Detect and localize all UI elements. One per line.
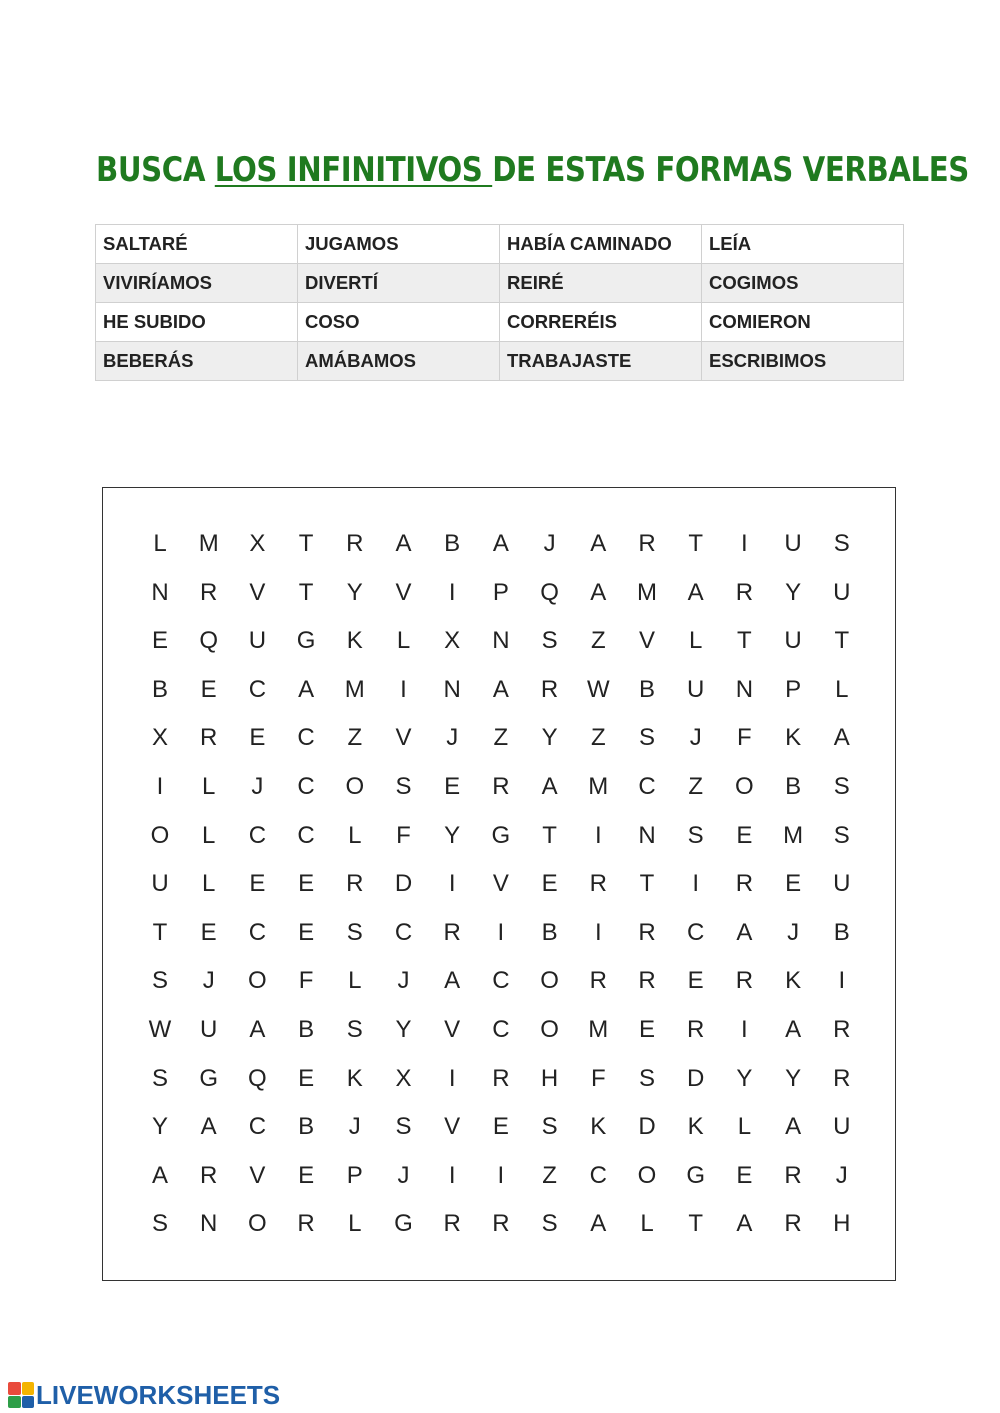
grid-letter[interactable]: Y bbox=[736, 1064, 753, 1092]
grid-letter[interactable]: Q bbox=[199, 627, 219, 655]
grid-letter[interactable]: C bbox=[248, 1113, 267, 1141]
grid-letter[interactable]: S bbox=[346, 918, 363, 946]
grid-letter[interactable]: R bbox=[784, 1210, 802, 1238]
grid-letter[interactable]: L bbox=[202, 773, 216, 800]
logo-square bbox=[8, 1396, 21, 1409]
title-part-2-underlined: LOS INFINITIVOS bbox=[214, 150, 493, 190]
grid-letter[interactable]: Z bbox=[590, 627, 606, 655]
grid-letter[interactable]: F bbox=[737, 724, 752, 752]
grid-letter[interactable]: O bbox=[735, 773, 754, 800]
verb-cell: TRABAJASTE bbox=[500, 342, 702, 381]
grid-letter[interactable]: Y bbox=[151, 1113, 168, 1141]
grid-letter[interactable]: C bbox=[248, 675, 267, 703]
grid-letter[interactable]: P bbox=[785, 675, 802, 703]
grid-letter[interactable]: R bbox=[200, 578, 218, 606]
grid-letter[interactable]: S bbox=[541, 1113, 558, 1141]
grid-letter[interactable]: J bbox=[689, 724, 702, 752]
grid-letter[interactable]: Z bbox=[590, 724, 606, 752]
grid-letter[interactable]: A bbox=[200, 1113, 217, 1141]
grid-letter[interactable]: R bbox=[638, 530, 656, 557]
verb-cell: COSO bbox=[298, 303, 500, 342]
grid-letter[interactable]: J bbox=[787, 918, 800, 946]
grid-letter[interactable]: A bbox=[395, 530, 412, 557]
grid-letter[interactable]: C bbox=[297, 821, 315, 849]
grid-letter[interactable]: B bbox=[638, 675, 655, 703]
grid-letter[interactable]: T bbox=[639, 870, 655, 898]
grid-letter[interactable]: X bbox=[249, 530, 266, 557]
grid-letter[interactable]: Y bbox=[541, 724, 558, 752]
liveworksheets-logo-icon bbox=[8, 1382, 34, 1408]
grid-letter[interactable]: M bbox=[344, 675, 365, 703]
footer-brand bbox=[8, 1378, 280, 1412]
grid-letter[interactable]: U bbox=[833, 578, 851, 606]
grid-letter[interactable]: T bbox=[834, 627, 850, 655]
verb-cell: REIRÉ bbox=[500, 264, 702, 303]
grid-letter[interactable]: W bbox=[148, 1016, 172, 1043]
verb-cell: HABÍA CAMINADO bbox=[500, 225, 702, 264]
grid-letter[interactable]: U bbox=[784, 530, 802, 557]
grid-letter[interactable]: G bbox=[491, 821, 511, 849]
verb-cell: HE SUBIDO bbox=[96, 303, 298, 342]
grid-letter[interactable]: E bbox=[200, 675, 217, 703]
grid-letter[interactable]: R bbox=[589, 870, 607, 898]
grid-letter[interactable]: J bbox=[446, 724, 459, 752]
verb-cell: ESCRIBIMOS bbox=[702, 342, 904, 381]
grid-letter[interactable]: H bbox=[833, 1210, 851, 1238]
grid-letter[interactable]: X bbox=[151, 724, 168, 752]
grid-letter[interactable]: Q bbox=[248, 1064, 267, 1092]
grid-letter[interactable]: R bbox=[735, 578, 754, 606]
grid-letter[interactable]: O bbox=[248, 1210, 267, 1238]
grid-letter[interactable]: C bbox=[394, 918, 413, 946]
grid-letter[interactable]: I bbox=[741, 530, 748, 557]
grid-letter[interactable]: L bbox=[153, 530, 167, 557]
grid-letter[interactable]: A bbox=[249, 1016, 266, 1043]
grid-letter[interactable]: T bbox=[298, 530, 314, 557]
grid-letter[interactable]: Y bbox=[444, 821, 461, 849]
grid-letter[interactable]: I bbox=[594, 821, 602, 849]
grid-letter[interactable]: E bbox=[492, 1113, 509, 1141]
grid-letter[interactable]: V bbox=[395, 724, 412, 752]
grid-letter[interactable]: B bbox=[444, 530, 461, 557]
verb-cell: SALTARÉ bbox=[96, 225, 298, 264]
grid-letter[interactable]: A bbox=[298, 675, 315, 703]
grid-letter[interactable]: J bbox=[543, 530, 556, 557]
grid-letter[interactable]: J bbox=[251, 773, 264, 800]
grid-letter[interactable]: U bbox=[784, 627, 802, 655]
grid-letter[interactable]: T bbox=[737, 627, 752, 655]
grid-letter[interactable]: U bbox=[833, 870, 851, 898]
grid-letter[interactable]: S bbox=[833, 773, 850, 800]
grid-letter[interactable]: R bbox=[443, 918, 461, 946]
logo-square bbox=[22, 1382, 35, 1395]
grid-letter[interactable]: C bbox=[297, 773, 315, 800]
grid-letter[interactable]: N bbox=[735, 675, 754, 703]
logo-square bbox=[8, 1382, 21, 1395]
grid-letter[interactable]: B bbox=[151, 675, 168, 703]
grid-letter[interactable]: R bbox=[833, 1064, 851, 1092]
grid-letter[interactable]: T bbox=[542, 821, 557, 849]
grid-letter[interactable]: B bbox=[785, 773, 802, 800]
grid-letter[interactable]: S bbox=[395, 1113, 412, 1141]
grid-letter[interactable]: M bbox=[198, 530, 219, 557]
grid-letter[interactable]: A bbox=[785, 1113, 802, 1141]
grid-letter[interactable]: I bbox=[497, 918, 505, 946]
grid-letter[interactable]: C bbox=[687, 918, 705, 946]
table-row bbox=[96, 303, 904, 342]
grid-letter[interactable]: O bbox=[540, 967, 559, 995]
grid-letter[interactable]: I bbox=[448, 870, 456, 898]
grid-letter[interactable]: B bbox=[298, 1016, 315, 1043]
grid-letter[interactable]: R bbox=[492, 1064, 510, 1092]
verb-cell: JUGAMOS bbox=[298, 225, 500, 264]
grid-letter[interactable]: O bbox=[540, 1016, 559, 1043]
grid-letter[interactable]: U bbox=[248, 627, 267, 655]
grid-letter[interactable]: A bbox=[444, 967, 461, 995]
grid-letter[interactable]: L bbox=[396, 627, 411, 655]
grid-letter[interactable]: I bbox=[448, 578, 456, 606]
verb-cell: CORRERÉIS bbox=[500, 303, 702, 342]
grid-letter[interactable]: E bbox=[541, 870, 558, 898]
grid-letter[interactable]: E bbox=[151, 627, 168, 655]
grid-letter[interactable]: R bbox=[200, 1161, 218, 1189]
grid-letter[interactable]: L bbox=[348, 967, 362, 995]
grid-letter[interactable]: S bbox=[151, 1210, 168, 1238]
grid-letter[interactable]: G bbox=[199, 1064, 219, 1092]
grid-letter[interactable]: I bbox=[156, 773, 164, 800]
grid-letter[interactable]: Z bbox=[688, 773, 704, 800]
grid-letter[interactable]: V bbox=[492, 870, 509, 898]
verb-cell: DIVERTÍ bbox=[298, 264, 500, 303]
verb-cell: COGIMOS bbox=[702, 264, 904, 303]
grid-letter[interactable]: R bbox=[735, 967, 754, 995]
grid-letter[interactable]: E bbox=[298, 1161, 315, 1189]
grid-letter[interactable]: J bbox=[397, 967, 410, 995]
grid-letter[interactable]: S bbox=[541, 627, 558, 655]
grid-letter[interactable]: P bbox=[492, 578, 509, 606]
grid-letter[interactable]: E bbox=[298, 918, 315, 946]
grid-letter[interactable]: S bbox=[687, 821, 704, 849]
grid-letter[interactable]: L bbox=[737, 1113, 752, 1141]
grid-letter[interactable]: E bbox=[736, 821, 753, 849]
table-row bbox=[96, 264, 904, 303]
grid-letter[interactable]: V bbox=[444, 1113, 461, 1141]
grid-letter[interactable]: P bbox=[346, 1161, 363, 1189]
grid-letter[interactable]: E bbox=[444, 773, 461, 800]
brand-name: LIVEWORKSHEETS bbox=[36, 1379, 281, 1410]
grid-letter[interactable]: A bbox=[590, 530, 607, 557]
grid-letter[interactable]: R bbox=[638, 918, 656, 946]
grid-letter[interactable]: K bbox=[346, 1064, 363, 1092]
grid-letter[interactable]: I bbox=[838, 967, 846, 995]
grid-letter[interactable]: D bbox=[638, 1113, 656, 1141]
verb-forms-table bbox=[95, 224, 904, 381]
grid-letter[interactable]: O bbox=[150, 821, 170, 849]
grid-letter[interactable]: C bbox=[248, 918, 267, 946]
grid-letter[interactable]: W bbox=[586, 675, 610, 703]
word-search-grid bbox=[102, 487, 896, 1281]
grid-letter[interactable]: L bbox=[202, 870, 216, 898]
grid-letter[interactable]: I bbox=[448, 1161, 456, 1189]
grid-letter[interactable]: L bbox=[202, 821, 216, 849]
grid-letter[interactable]: U bbox=[833, 1113, 851, 1141]
grid-letter[interactable]: B bbox=[298, 1113, 315, 1141]
grid-letter[interactable]: T bbox=[298, 578, 314, 606]
grid-letter[interactable]: Y bbox=[785, 578, 802, 606]
grid-letter[interactable]: B bbox=[541, 918, 558, 946]
grid-letter[interactable]: A bbox=[687, 578, 704, 606]
grid-letter[interactable]: F bbox=[590, 1064, 606, 1092]
grid-letter[interactable]: A bbox=[590, 578, 607, 606]
grid-letter[interactable]: I bbox=[594, 918, 602, 946]
grid-letter[interactable]: A bbox=[736, 1210, 753, 1238]
grid-letter[interactable]: X bbox=[444, 627, 461, 655]
grid-letter[interactable]: J bbox=[202, 967, 215, 995]
grid-letter[interactable]: L bbox=[835, 675, 849, 703]
grid-letter[interactable]: R bbox=[346, 870, 364, 898]
grid-letter[interactable]: E bbox=[249, 870, 266, 898]
logo-square bbox=[22, 1396, 35, 1409]
title-part-3: DE ESTAS FORMAS VERBALES bbox=[492, 150, 969, 190]
grid-letter[interactable]: S bbox=[395, 773, 412, 800]
grid-letter[interactable]: Z bbox=[347, 724, 363, 752]
grid-letter[interactable]: R bbox=[784, 1161, 802, 1189]
grid-letter[interactable]: V bbox=[638, 627, 655, 655]
grid-letter[interactable]: T bbox=[688, 1210, 704, 1238]
grid-letter[interactable]: U bbox=[151, 870, 169, 898]
grid-letter[interactable]: T bbox=[688, 530, 704, 557]
grid-letter[interactable]: A bbox=[541, 773, 558, 800]
grid-letter[interactable]: L bbox=[348, 821, 362, 849]
grid-letter[interactable]: E bbox=[638, 1016, 655, 1043]
table-row bbox=[96, 342, 904, 381]
grid-letter[interactable]: D bbox=[394, 870, 413, 898]
grid-letter[interactable]: A bbox=[833, 724, 850, 752]
grid-letter[interactable]: I bbox=[741, 1016, 748, 1043]
grid-letter[interactable]: I bbox=[692, 870, 700, 898]
grid-letter[interactable]: M bbox=[588, 773, 609, 800]
grid-letter[interactable]: J bbox=[397, 1161, 410, 1189]
grid-letter[interactable]: E bbox=[736, 1161, 753, 1189]
grid-letter[interactable]: E bbox=[687, 967, 704, 995]
grid-letter[interactable]: N bbox=[200, 1210, 218, 1238]
grid-letter[interactable]: I bbox=[448, 1064, 456, 1092]
grid-letter[interactable]: M bbox=[588, 1016, 609, 1043]
page-title bbox=[96, 150, 969, 190]
grid-letter[interactable]: O bbox=[248, 967, 267, 995]
verb-cell: VIVIRÍAMOS bbox=[96, 264, 298, 303]
grid-letter[interactable]: X bbox=[395, 1064, 412, 1092]
grid-letter[interactable]: I bbox=[400, 675, 407, 703]
grid-letter[interactable]: J bbox=[835, 1161, 848, 1189]
grid-letter[interactable]: R bbox=[735, 870, 754, 898]
grid-letter[interactable]: C bbox=[492, 967, 510, 995]
table-row bbox=[96, 225, 904, 264]
grid-letter[interactable]: C bbox=[589, 1161, 607, 1189]
grid-letter[interactable]: R bbox=[638, 967, 656, 995]
grid-letter[interactable]: V bbox=[249, 1161, 266, 1189]
grid-letter[interactable]: Q bbox=[540, 578, 559, 606]
grid-letter[interactable]: K bbox=[785, 967, 802, 995]
grid-letter[interactable]: E bbox=[249, 724, 266, 752]
grid-letter[interactable]: S bbox=[151, 967, 168, 995]
grid-letter[interactable]: B bbox=[833, 918, 850, 946]
grid-letter[interactable]: R bbox=[492, 1210, 510, 1238]
grid-letter[interactable]: R bbox=[833, 1016, 851, 1043]
grid-letter[interactable]: S bbox=[833, 821, 850, 849]
verb-cell: BEBERÁS bbox=[96, 342, 298, 381]
title-part-1: BUSCA bbox=[96, 150, 215, 190]
verb-cell: LEÍA bbox=[702, 225, 904, 264]
grid-letter[interactable]: L bbox=[348, 1210, 362, 1238]
grid-letter[interactable]: E bbox=[785, 870, 802, 898]
grid-letter[interactable]: S bbox=[833, 530, 850, 557]
grid-letter[interactable]: K bbox=[687, 1113, 704, 1141]
grid-letter[interactable]: G bbox=[296, 627, 316, 655]
grid-letter[interactable]: V bbox=[444, 1016, 461, 1043]
grid-letter[interactable]: R bbox=[589, 967, 607, 995]
grid-letter[interactable]: L bbox=[689, 627, 703, 655]
grid-letter[interactable]: K bbox=[346, 627, 363, 655]
grid-letter[interactable]: S bbox=[638, 1064, 655, 1092]
grid-letter[interactable]: F bbox=[298, 967, 314, 995]
grid-letter[interactable]: Y bbox=[346, 578, 363, 606]
grid-letter[interactable]: A bbox=[785, 1016, 802, 1043]
grid-letter[interactable]: O bbox=[637, 1161, 657, 1189]
grid-letter[interactable]: R bbox=[200, 724, 218, 752]
grid-letter[interactable]: C bbox=[638, 773, 656, 800]
grid-letter[interactable]: S bbox=[346, 1016, 363, 1043]
grid-letter[interactable]: R bbox=[687, 1016, 705, 1043]
grid-letter[interactable]: N bbox=[638, 821, 656, 849]
grid-letter[interactable]: K bbox=[590, 1113, 607, 1141]
grid-letter[interactable]: R bbox=[443, 1210, 461, 1238]
grid-letter[interactable]: S bbox=[638, 724, 655, 752]
grid-letter[interactable]: N bbox=[443, 675, 461, 703]
grid-letter[interactable]: S bbox=[541, 1210, 558, 1238]
grid-letter[interactable]: C bbox=[492, 1016, 510, 1043]
grid-letter[interactable]: N bbox=[151, 578, 169, 606]
grid-letter[interactable]: R bbox=[492, 773, 510, 800]
grid-letter[interactable]: R bbox=[346, 530, 364, 557]
grid-letter[interactable]: I bbox=[497, 1161, 505, 1189]
grid-letter[interactable]: D bbox=[687, 1064, 705, 1092]
grid-letter[interactable]: O bbox=[345, 773, 365, 800]
grid-letter[interactable]: L bbox=[640, 1210, 654, 1238]
grid-letter[interactable]: G bbox=[394, 1210, 413, 1238]
verb-cell: AMÁBAMOS bbox=[298, 342, 500, 381]
grid-letter[interactable]: R bbox=[297, 1210, 315, 1238]
verb-cell: COMIERON bbox=[702, 303, 904, 342]
grid-letter[interactable]: U bbox=[200, 1016, 218, 1043]
grid-letter[interactable]: R bbox=[540, 675, 559, 703]
grid-letter[interactable]: G bbox=[686, 1161, 706, 1189]
grid-letter[interactable]: A bbox=[590, 1210, 607, 1238]
grid-letter[interactable]: C bbox=[248, 821, 267, 849]
grid-letter[interactable]: Z bbox=[493, 724, 509, 752]
grid-letter[interactable]: U bbox=[687, 675, 705, 703]
grid-letter[interactable]: M bbox=[783, 821, 804, 849]
grid-letter[interactable]: F bbox=[396, 821, 411, 849]
grid-letter[interactable]: A bbox=[492, 675, 509, 703]
grid-letter[interactable]: A bbox=[492, 530, 509, 557]
grid-letter[interactable]: V bbox=[249, 578, 266, 606]
grid-letter[interactable]: E bbox=[200, 918, 217, 946]
grid-letter[interactable]: T bbox=[152, 918, 168, 946]
grid-letter[interactable]: Y bbox=[395, 1016, 412, 1043]
grid-letter[interactable]: M bbox=[637, 578, 657, 606]
grid-letter[interactable]: J bbox=[348, 1113, 361, 1141]
grid-letter[interactable]: V bbox=[395, 578, 412, 606]
grid-letter[interactable]: Y bbox=[785, 1064, 802, 1092]
grid-letter[interactable]: Z bbox=[542, 1161, 557, 1189]
grid-letter[interactable]: E bbox=[298, 870, 315, 898]
grid-letter[interactable]: H bbox=[540, 1064, 559, 1092]
grid-letter[interactable]: E bbox=[298, 1064, 315, 1092]
grid-letter[interactable]: C bbox=[297, 724, 315, 752]
grid-letter[interactable]: A bbox=[736, 918, 753, 946]
grid-letter[interactable]: K bbox=[785, 724, 802, 752]
grid-letter[interactable]: A bbox=[151, 1161, 168, 1189]
grid-letter[interactable]: S bbox=[151, 1064, 168, 1092]
grid-letter[interactable]: N bbox=[492, 627, 510, 655]
